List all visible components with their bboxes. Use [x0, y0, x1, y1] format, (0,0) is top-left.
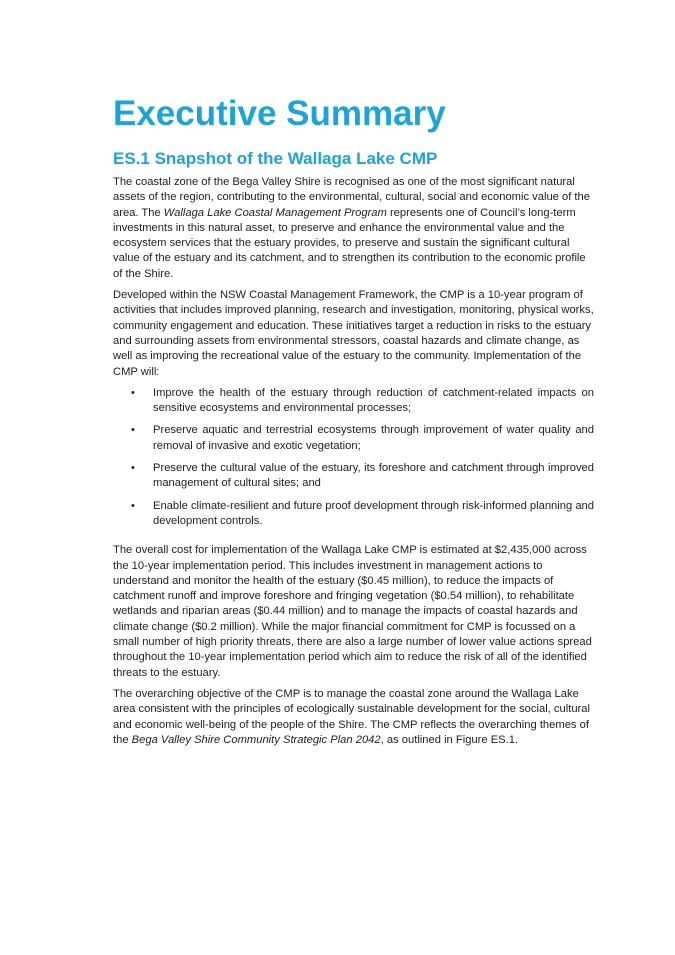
paragraph-objective-text-b: , as outlined in Figure ES.1. [380, 733, 519, 746]
program-title-italic: Wallaga Lake Coastal Management Program [163, 206, 387, 219]
list-item-text: Preserve the cultural value of the estuary, its foreshore and catchment through improved management of cultural sites; and [153, 462, 594, 490]
bullet-icon: • [131, 424, 135, 437]
paragraph-intro-text-a: The coastal zone of the Bega Valley Shire is recognised as one of the most significant natural assets of the region, contributing to the environmental, cultural, social and economic value of the area. The [113, 176, 590, 219]
paragraph-objective [113, 687, 594, 748]
paragraph-intro [113, 175, 594, 282]
paragraph-objective-text-a: The overarching objective of the CMP is to manage the coastal zone around the Wallaga Lake area consistent with the principles of ecologically sustainable development for the social, cultural and economic well-being of the people of the Shire. The CMP reflects the overarching themes of the [113, 687, 590, 746]
paragraph-intro-text-b: represents one of Council’s long-term investments in this natural asset, to preserve and enhance the environmental value and the ecosystem services that the estuary provides, to preserve and sustain the significant cultural value of the estuary and its catchment, and to strengthen its contribution to the economic profile of the Shire. [113, 206, 586, 280]
strategic-plan-title-italic: Bega Valley Shire Community Strategic Plan 2042 [131, 733, 381, 746]
paragraph-cost: The overall cost for implementation of the Wallaga Lake CMP is estimated at $2,435,000 across the 10-year implementation period. This includes investment in management actions to understand and monitor the health of the estuary ($0.45 million), to reduce the impacts of catchment runoff and improve foreshore and fringing vegetation ($0.54 million), to rehabilitate wetlands and riparian areas ($0.44 million) and to manage the impacts of coastal hazards and climate change ($0.2 million). While the major financial commitment for CMP is focussed on a small number of high priority threats, there are also a large number of lower value actions spread throughout the 10-year implementation period which aim to reduce the risk of all of the identified threats to the estuary. [113, 544, 592, 679]
objectives-list [113, 386, 594, 529]
paragraph-framework: Developed within the NSW Coastal Management Framework, the CMP is a 10-year program of activities that includes improved planning, research and investigation, monitoring, physical works, community engagement and education. These initiatives target a reduction in risks to the estuary and surrounding assets from environmental stressors, coastal hazards and climate change, as well as improving the recreational value of the estuary to the community. Implementation of the CMP will: [113, 289, 594, 378]
section-heading: ES.1 Snapshot of the Wallaga Lake CMP [113, 149, 438, 168]
list-item [113, 386, 594, 417]
bullet-icon: • [131, 386, 135, 399]
page-title: Executive Summary [113, 94, 446, 133]
list-item-text: Preserve aquatic and terrestrial ecosystems through improvement of water quality and removal of invasive and exotic vegetation; [153, 424, 594, 452]
list-item [113, 461, 594, 492]
bullet-icon: • [131, 499, 135, 512]
list-item-text: Improve the health of the estuary through reduction of catchment-related impacts on sensitive ecosystems and environmental processes; [153, 386, 594, 415]
list-item [113, 499, 594, 530]
bullet-icon: • [131, 462, 135, 475]
page-content [113, 92, 594, 754]
list-item [113, 423, 594, 454]
list-item-text: Enable climate-resilient and future proof development through risk-informed planning and development controls. [153, 499, 594, 527]
